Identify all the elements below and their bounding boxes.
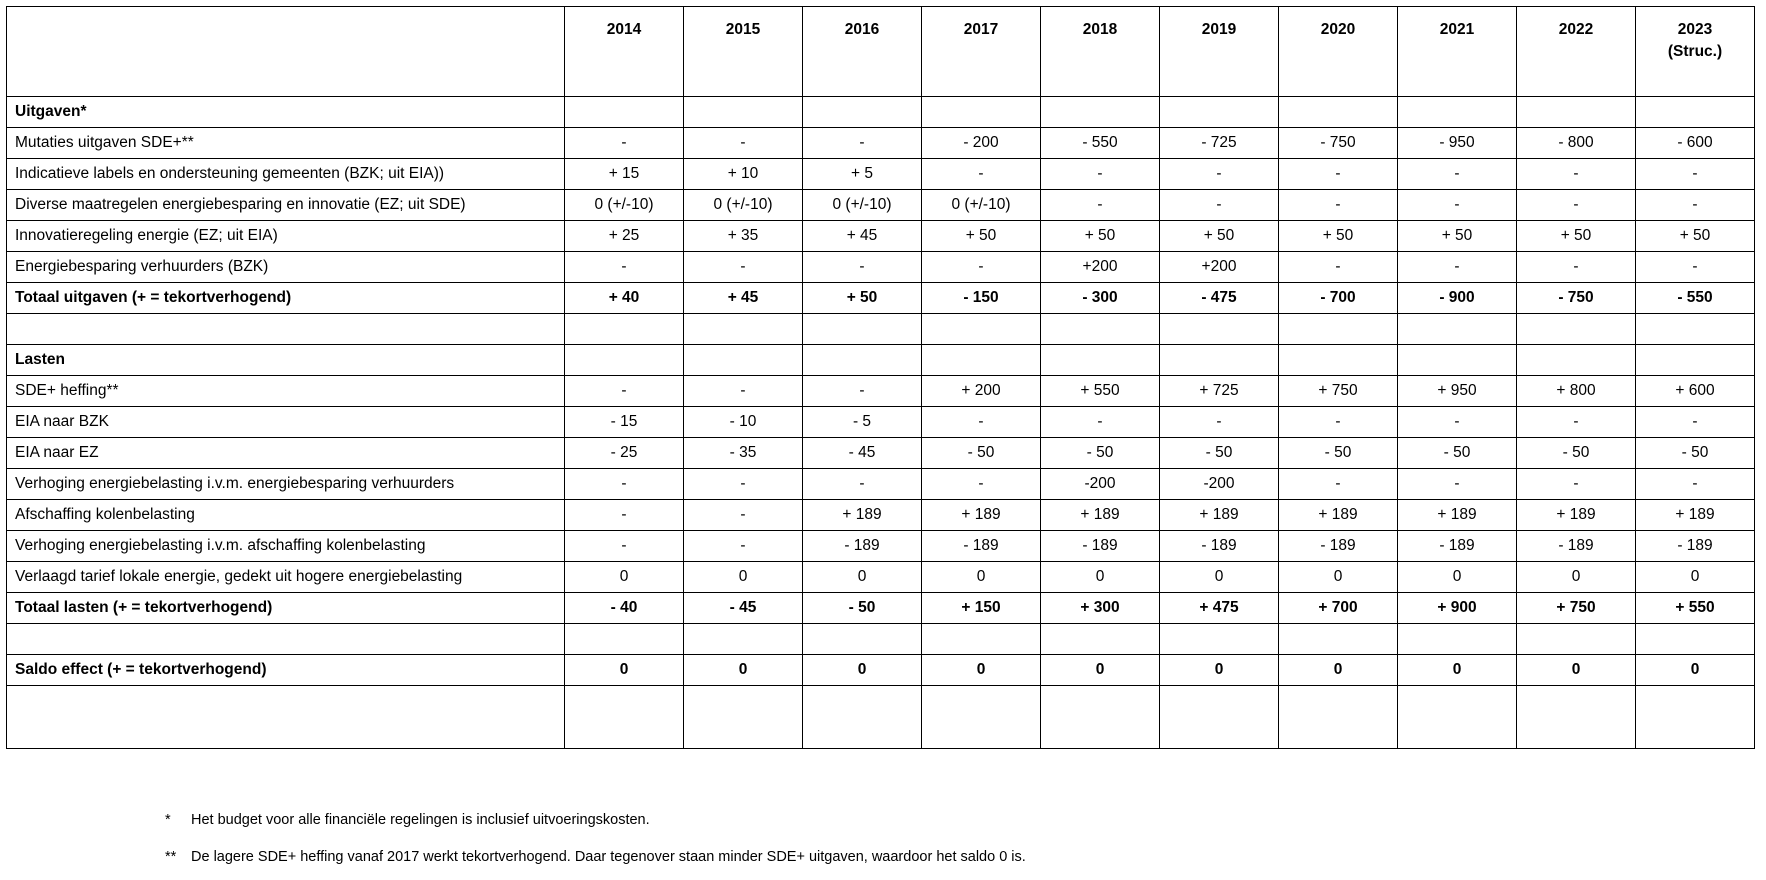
value-cell: - 550 [1041, 128, 1160, 159]
value-cell: - 15 [565, 407, 684, 438]
value-cell: - [1279, 252, 1398, 283]
value-cell: - [565, 376, 684, 407]
value-cell: + 700 [1279, 593, 1398, 624]
value-cell: - [1160, 407, 1279, 438]
value-cell [684, 345, 803, 376]
value-cell: + 35 [684, 221, 803, 252]
table-row [7, 469, 1755, 500]
value-cell: 0 [1517, 655, 1636, 686]
value-cell: - 45 [684, 593, 803, 624]
value-cell: + 189 [1517, 500, 1636, 531]
row-label [7, 624, 565, 655]
section-row [7, 97, 1755, 128]
value-cell: + 40 [565, 283, 684, 314]
value-cell: + 50 [803, 283, 922, 314]
value-cell: - [565, 469, 684, 500]
value-cell [1279, 686, 1398, 749]
value-cell: 0 [1398, 655, 1517, 686]
value-cell: - 189 [1041, 531, 1160, 562]
value-cell [565, 345, 684, 376]
spacer-row [7, 624, 1755, 655]
value-cell [565, 97, 684, 128]
row-label: SDE+ heffing** [7, 376, 565, 407]
row-label [7, 686, 565, 749]
value-cell [1636, 97, 1755, 128]
value-cell: + 950 [1398, 376, 1517, 407]
value-cell: +200 [1160, 252, 1279, 283]
year-header-cell [684, 7, 803, 97]
value-cell: - 5 [803, 407, 922, 438]
value-cell [1398, 624, 1517, 655]
table-row [7, 500, 1755, 531]
value-cell: + 50 [1398, 221, 1517, 252]
footnote [165, 843, 1026, 871]
value-cell: - 50 [803, 593, 922, 624]
value-cell [1636, 345, 1755, 376]
value-cell [1041, 686, 1160, 749]
value-cell [803, 686, 922, 749]
value-cell: - 50 [1279, 438, 1398, 469]
total-row [7, 283, 1755, 314]
year-header-cell [1279, 7, 1398, 97]
value-cell: - [1636, 469, 1755, 500]
value-cell: - [1636, 252, 1755, 283]
value-cell: - 900 [1398, 283, 1517, 314]
year-header-cell [922, 7, 1041, 97]
value-cell: - [922, 407, 1041, 438]
year-header-cell [803, 7, 922, 97]
table-row [7, 562, 1755, 593]
value-cell: - [684, 252, 803, 283]
value-cell: - 550 [1636, 283, 1755, 314]
value-cell [1041, 314, 1160, 345]
value-cell: - [1398, 190, 1517, 221]
value-cell [1517, 345, 1636, 376]
table-row [7, 190, 1755, 221]
value-cell: - [565, 128, 684, 159]
value-cell: - 45 [803, 438, 922, 469]
footnote-mark: ** [165, 849, 177, 865]
value-cell: + 50 [1160, 221, 1279, 252]
value-cell: - 150 [922, 283, 1041, 314]
value-cell [684, 686, 803, 749]
value-cell: - [1398, 407, 1517, 438]
value-cell: 0 [1279, 655, 1398, 686]
year-header-cell [1636, 7, 1755, 97]
year-header-cell [565, 7, 684, 97]
value-cell [922, 624, 1041, 655]
value-cell [1636, 624, 1755, 655]
value-cell: + 45 [684, 283, 803, 314]
footnote-text: Het budget voor alle financiële regelingen is inclusief uitvoeringskosten. [191, 812, 650, 828]
row-label: Afschaffing kolenbelasting [7, 500, 565, 531]
budget-table [6, 6, 1755, 749]
value-cell: + 900 [1398, 593, 1517, 624]
value-cell: - [1279, 159, 1398, 190]
value-cell: - [922, 252, 1041, 283]
total-row [7, 593, 1755, 624]
value-cell: 0 [1279, 562, 1398, 593]
value-cell: 0 [922, 562, 1041, 593]
value-cell: + 750 [1517, 593, 1636, 624]
value-cell [1279, 624, 1398, 655]
value-cell: + 50 [1279, 221, 1398, 252]
year-header-cell [1160, 7, 1279, 97]
value-cell: 0 [1636, 562, 1755, 593]
value-cell: - 475 [1160, 283, 1279, 314]
year-label: 2021 [1439, 21, 1475, 38]
spacer-row [7, 686, 1755, 749]
year-label: 2023 [1677, 21, 1713, 38]
value-cell: 0 (+/-10) [922, 190, 1041, 221]
value-cell [922, 345, 1041, 376]
value-cell: + 550 [1636, 593, 1755, 624]
value-cell: - 950 [1398, 128, 1517, 159]
value-cell: - [684, 531, 803, 562]
row-label: Innovatieregeling energie (EZ; uit EIA) [7, 221, 565, 252]
year-label: 2018 [1082, 21, 1118, 38]
value-cell: + 200 [922, 376, 1041, 407]
table-row [7, 128, 1755, 159]
year-label: 2017 [963, 21, 999, 38]
value-cell: - [803, 469, 922, 500]
value-cell: + 550 [1041, 376, 1160, 407]
value-cell: - 35 [684, 438, 803, 469]
value-cell: - 25 [565, 438, 684, 469]
value-cell: - [1636, 190, 1755, 221]
value-cell [1517, 97, 1636, 128]
footnote-text: De lagere SDE+ heffing vanaf 2017 werkt tekortverhogend. Daar tegenover staan minder SDE+ uitgaven, waardoor het saldo 0 is. [191, 849, 1026, 865]
value-cell: - [1398, 469, 1517, 500]
value-cell [565, 686, 684, 749]
value-cell: + 475 [1160, 593, 1279, 624]
value-cell: + 50 [1041, 221, 1160, 252]
year-header-cell [1041, 7, 1160, 97]
value-cell: + 750 [1279, 376, 1398, 407]
row-label: EIA naar EZ [7, 438, 565, 469]
value-cell: - [684, 128, 803, 159]
year-label: 2015 [725, 21, 761, 38]
row-label: Energiebesparing verhuurders (BZK) [7, 252, 565, 283]
value-cell: - [684, 376, 803, 407]
value-cell [1041, 97, 1160, 128]
value-cell: + 725 [1160, 376, 1279, 407]
footnote-mark: * [165, 812, 171, 828]
value-cell: + 189 [803, 500, 922, 531]
value-cell: - [1398, 159, 1517, 190]
value-cell: + 600 [1636, 376, 1755, 407]
year-label: 2016 [844, 21, 880, 38]
table-row [7, 407, 1755, 438]
value-cell: 0 (+/-10) [565, 190, 684, 221]
value-cell: - [1517, 190, 1636, 221]
value-cell: - 189 [1636, 531, 1755, 562]
value-cell: - [1517, 407, 1636, 438]
value-cell: + 189 [922, 500, 1041, 531]
value-cell [1279, 314, 1398, 345]
value-cell: 0 [803, 562, 922, 593]
value-cell: + 189 [1041, 500, 1160, 531]
value-cell: -200 [1160, 469, 1279, 500]
value-cell: - 189 [1517, 531, 1636, 562]
value-cell: - [1517, 252, 1636, 283]
value-cell: + 189 [1279, 500, 1398, 531]
value-cell [1517, 686, 1636, 749]
row-label [7, 314, 565, 345]
value-cell: 0 [1398, 562, 1517, 593]
value-cell: - 189 [1160, 531, 1279, 562]
row-label: Saldo effect (+ = tekortverhogend) [7, 655, 565, 686]
year-header-cell [1398, 7, 1517, 97]
value-cell: - 40 [565, 593, 684, 624]
value-cell [1279, 345, 1398, 376]
row-label: Totaal lasten (+ = tekortverhogend) [7, 593, 565, 624]
value-cell [922, 686, 1041, 749]
total-row [7, 655, 1755, 686]
value-cell [922, 314, 1041, 345]
value-cell: - [803, 128, 922, 159]
value-cell: +200 [1041, 252, 1160, 283]
value-cell [1398, 686, 1517, 749]
table-row [7, 252, 1755, 283]
row-label: EIA naar BZK [7, 407, 565, 438]
value-cell: - 189 [803, 531, 922, 562]
value-cell: -200 [1041, 469, 1160, 500]
header-row [7, 7, 1755, 97]
value-cell [803, 624, 922, 655]
value-cell [803, 97, 922, 128]
row-label: Diverse maatregelen energiebesparing en innovatie (EZ; uit SDE) [7, 190, 565, 221]
value-cell [1160, 345, 1279, 376]
value-cell: 0 [565, 655, 684, 686]
value-cell: - [1041, 190, 1160, 221]
value-cell: - [684, 500, 803, 531]
value-cell [1041, 345, 1160, 376]
value-cell [684, 97, 803, 128]
year-label: 2014 [606, 21, 642, 38]
table-row [7, 438, 1755, 469]
value-cell [1279, 97, 1398, 128]
value-cell: 0 [1041, 562, 1160, 593]
table-row [7, 376, 1755, 407]
value-cell [1636, 314, 1755, 345]
value-cell [1041, 624, 1160, 655]
value-cell: - [1279, 469, 1398, 500]
value-cell: + 25 [565, 221, 684, 252]
row-label: Lasten [7, 345, 565, 376]
value-cell: + 189 [1160, 500, 1279, 531]
value-cell: + 50 [1517, 221, 1636, 252]
section-row [7, 345, 1755, 376]
footnotes [165, 806, 1026, 880]
row-label: Totaal uitgaven (+ = tekortverhogend) [7, 283, 565, 314]
table-row [7, 221, 1755, 252]
value-cell [1636, 686, 1755, 749]
value-cell: - 189 [1279, 531, 1398, 562]
value-cell [1398, 345, 1517, 376]
value-cell [684, 624, 803, 655]
value-cell: - 50 [1398, 438, 1517, 469]
value-cell [1398, 97, 1517, 128]
value-cell: - 189 [922, 531, 1041, 562]
value-cell: - [565, 252, 684, 283]
value-cell: - 50 [1517, 438, 1636, 469]
value-cell: 0 [803, 655, 922, 686]
year-label: 2022 [1558, 21, 1594, 38]
value-cell: + 50 [922, 221, 1041, 252]
value-cell: - [803, 252, 922, 283]
value-cell [1517, 314, 1636, 345]
row-label: Mutaties uitgaven SDE+** [7, 128, 565, 159]
value-cell: 0 [1160, 655, 1279, 686]
value-cell: - 750 [1279, 128, 1398, 159]
value-cell: - [1160, 159, 1279, 190]
year-header-cell [1517, 7, 1636, 97]
value-cell [1517, 624, 1636, 655]
value-cell: - 189 [1398, 531, 1517, 562]
value-cell: - 50 [1041, 438, 1160, 469]
value-cell [803, 345, 922, 376]
value-cell: 0 [565, 562, 684, 593]
value-cell [803, 314, 922, 345]
footnote [165, 806, 1026, 834]
value-cell: - 50 [1160, 438, 1279, 469]
value-cell: + 50 [1636, 221, 1755, 252]
value-cell: - 700 [1279, 283, 1398, 314]
value-cell: - [1636, 407, 1755, 438]
table-row [7, 531, 1755, 562]
value-cell [565, 314, 684, 345]
value-cell: 0 [922, 655, 1041, 686]
value-cell: - 50 [922, 438, 1041, 469]
value-cell: - [565, 500, 684, 531]
value-cell [565, 624, 684, 655]
spacer-row [7, 314, 1755, 345]
value-cell: + 189 [1398, 500, 1517, 531]
value-cell: - 600 [1636, 128, 1755, 159]
value-cell [684, 314, 803, 345]
value-cell: - [1279, 190, 1398, 221]
value-cell: - 10 [684, 407, 803, 438]
value-cell [1160, 314, 1279, 345]
value-cell: - 300 [1041, 283, 1160, 314]
value-cell: - [1279, 407, 1398, 438]
value-cell: - [684, 469, 803, 500]
value-cell: - [803, 376, 922, 407]
value-cell: 0 [1160, 562, 1279, 593]
value-cell: - [1041, 407, 1160, 438]
value-cell: 0 [1636, 655, 1755, 686]
value-cell: - 800 [1517, 128, 1636, 159]
value-cell: 0 [684, 562, 803, 593]
value-cell: - [1041, 159, 1160, 190]
value-cell [1398, 314, 1517, 345]
year-label: 2019 [1201, 21, 1237, 38]
value-cell: + 10 [684, 159, 803, 190]
header-label-cell [7, 7, 565, 97]
value-cell [1160, 97, 1279, 128]
value-cell: - [1636, 159, 1755, 190]
value-cell: - 725 [1160, 128, 1279, 159]
value-cell [1160, 624, 1279, 655]
value-cell: - [1160, 190, 1279, 221]
value-cell: + 45 [803, 221, 922, 252]
value-cell: + 800 [1517, 376, 1636, 407]
value-cell: + 5 [803, 159, 922, 190]
row-label: Uitgaven* [7, 97, 565, 128]
value-cell: 0 [1041, 655, 1160, 686]
row-label: Indicatieve labels en ondersteuning gemeenten (BZK; uit EIA)) [7, 159, 565, 190]
value-cell: 0 [684, 655, 803, 686]
value-cell: - 50 [1636, 438, 1755, 469]
year-label: 2020 [1320, 21, 1356, 38]
value-cell: + 189 [1636, 500, 1755, 531]
row-label: Verhoging energiebelasting i.v.m. energiebesparing verhuurders [7, 469, 565, 500]
value-cell: - [1398, 252, 1517, 283]
value-cell [922, 97, 1041, 128]
value-cell: 0 (+/-10) [803, 190, 922, 221]
value-cell: - 200 [922, 128, 1041, 159]
table-row [7, 159, 1755, 190]
value-cell: + 150 [922, 593, 1041, 624]
year-sublabel: (Struc.) [1667, 43, 1723, 60]
row-label: Verlaagd tarief lokale energie, gedekt uit hogere energiebelasting [7, 562, 565, 593]
row-label: Verhoging energiebelasting i.v.m. afschaffing kolenbelasting [7, 531, 565, 562]
value-cell: - [1517, 159, 1636, 190]
value-cell: 0 [1517, 562, 1636, 593]
value-cell: - 750 [1517, 283, 1636, 314]
value-cell: + 300 [1041, 593, 1160, 624]
value-cell: 0 (+/-10) [684, 190, 803, 221]
value-cell: - [565, 531, 684, 562]
value-cell: - [922, 159, 1041, 190]
value-cell: - [1517, 469, 1636, 500]
value-cell: + 15 [565, 159, 684, 190]
value-cell: - [922, 469, 1041, 500]
value-cell [1160, 686, 1279, 749]
